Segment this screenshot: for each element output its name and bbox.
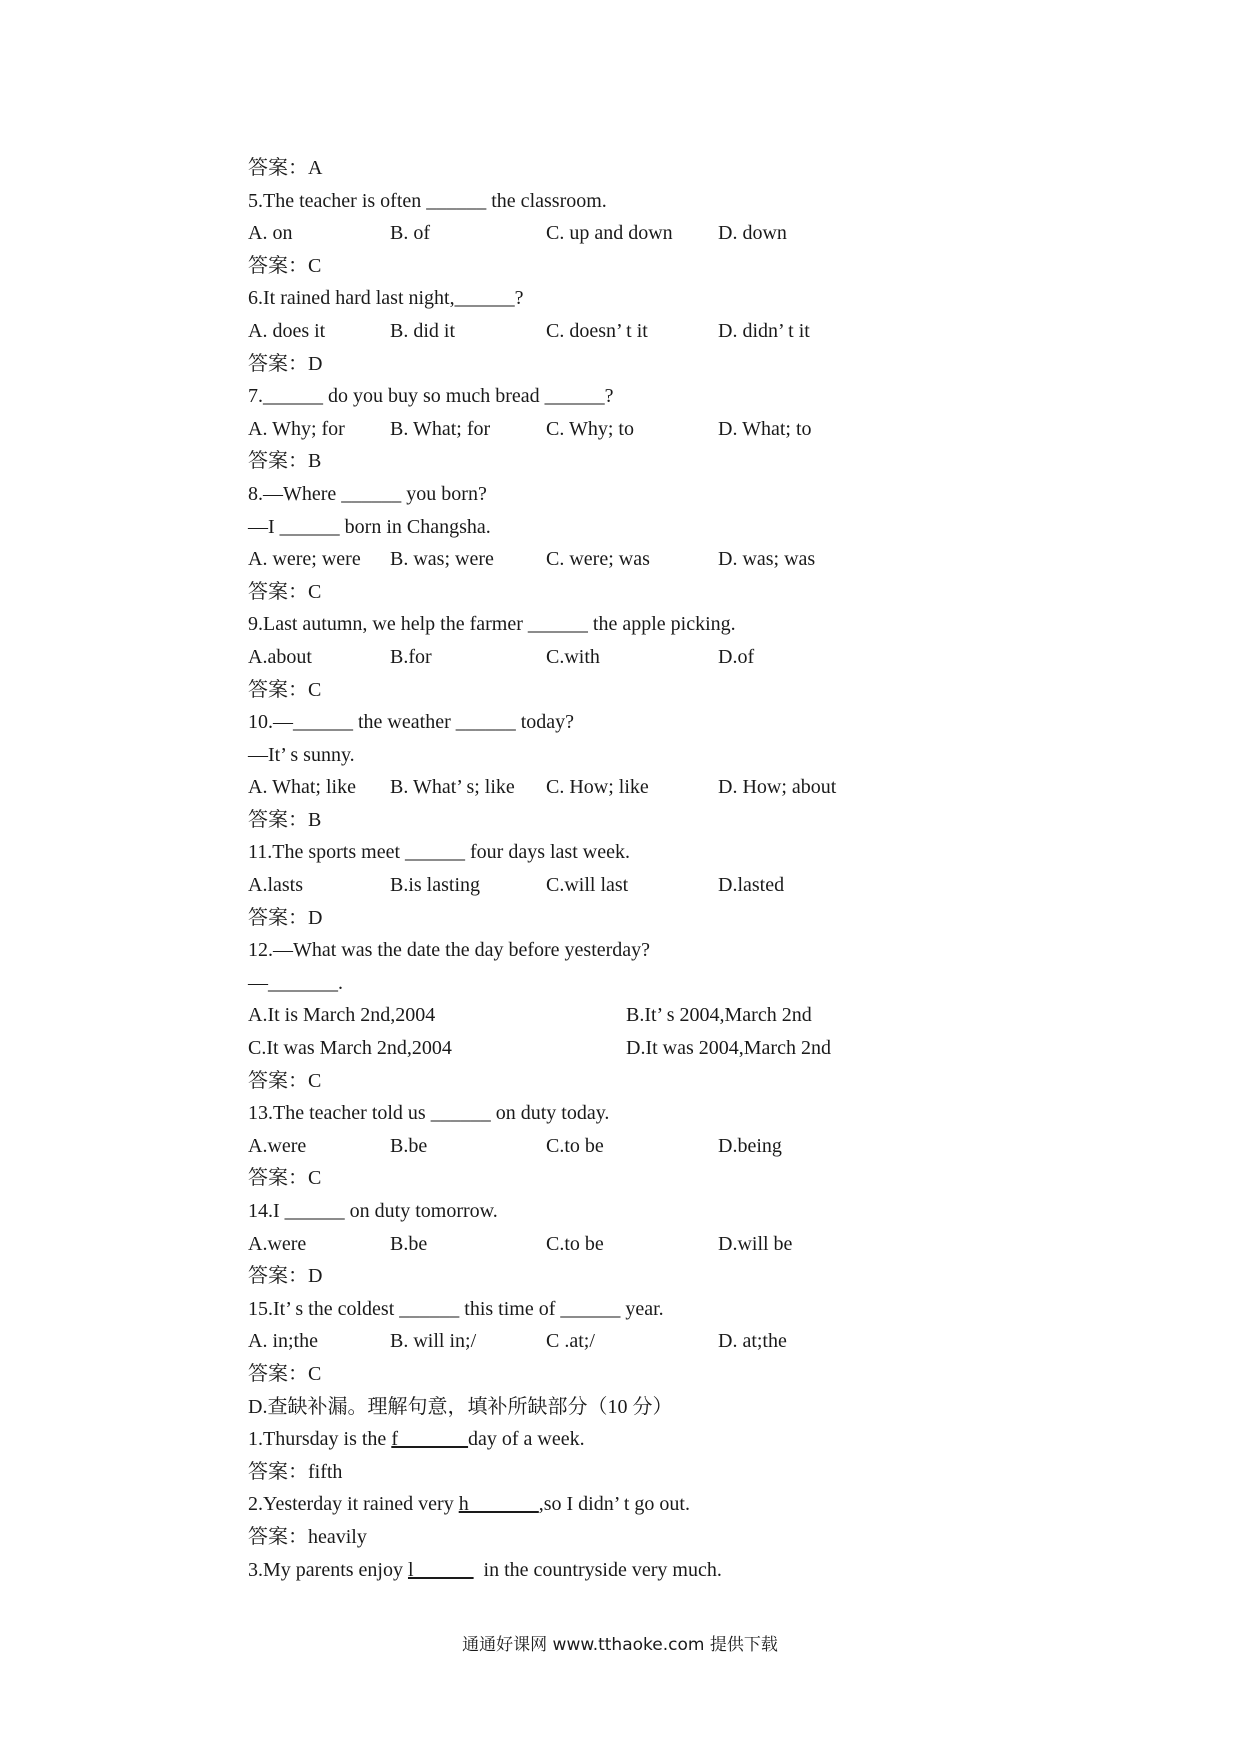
- answer-line: 答案：D: [248, 906, 323, 929]
- option-a: A. in;the: [248, 1330, 318, 1353]
- option-d: D. What; to: [718, 417, 812, 440]
- option-b: B.for: [390, 645, 432, 668]
- fill-blank-question: [248, 1554, 1008, 1587]
- option-b: B. did it: [390, 319, 456, 342]
- question-line: 8.—Where ______ you born?: [248, 482, 487, 505]
- options-row: [248, 217, 1008, 250]
- question-line: 13.The teacher told us ______ on duty today.: [248, 1102, 610, 1125]
- answer-line: 答案：B: [248, 450, 322, 473]
- option-d: D. was; was: [718, 548, 816, 571]
- option-b: B.be: [390, 1232, 428, 1255]
- options-row: [248, 413, 1008, 446]
- answer-line: 答案：B: [248, 808, 322, 831]
- option-a: A. Why; for: [248, 417, 345, 440]
- option-d: D.of: [718, 645, 755, 668]
- option-a: A.lasts: [248, 874, 303, 897]
- option-c: C .at;/: [546, 1330, 595, 1353]
- option-a: A.were: [248, 1134, 307, 1157]
- question-line: 14.I ______ on duty tomorrow.: [248, 1200, 498, 1222]
- question-text-after: ,so I didn’ t go out.: [538, 1493, 690, 1516]
- option-b: B.is lasting: [390, 874, 481, 897]
- question-text-after: day of a week.: [467, 1428, 585, 1451]
- option-a: A. does it: [248, 319, 326, 342]
- options-row: [248, 641, 1008, 674]
- question-line: 12.—What was the date the day before yesterday?: [248, 939, 651, 962]
- option-c: C. doesn’ t it: [546, 319, 648, 342]
- answer-line: 答案：C: [248, 1362, 322, 1385]
- question-line: 11.The sports meet ______ four days last week.: [248, 841, 630, 864]
- option-b: B. of: [390, 222, 430, 245]
- option-d: D. How; about: [718, 776, 837, 799]
- question-text-after: in the countryside very much.: [473, 1558, 722, 1581]
- question-line: 15.It’ s the coldest ______ this time of ______ year.: [248, 1297, 664, 1320]
- options-row: [248, 1228, 1008, 1261]
- option-b: B. What’ s; like: [390, 776, 515, 799]
- option-d: D.will be: [718, 1232, 793, 1255]
- option-a: A. on: [248, 222, 293, 245]
- option-c: C.will last: [546, 874, 629, 897]
- answer-line: 答案：heavily: [248, 1525, 367, 1548]
- option-a: A. were; were: [248, 548, 361, 571]
- blank-hint: l______: [407, 1558, 474, 1581]
- answer-line: 答案：A: [248, 157, 323, 179]
- answer-line: 答案：D: [248, 352, 323, 375]
- option-c: C.to be: [546, 1232, 604, 1255]
- options-row: [248, 999, 1008, 1032]
- fill-blank-question: [248, 1488, 1008, 1521]
- question-line: 9.Last autumn, we help the farmer ______ the apple picking.: [248, 613, 736, 636]
- option-a: A.It is March 2nd,2004: [248, 1004, 436, 1027]
- answer-line: 答案：C: [248, 580, 322, 603]
- option-b: B.It’ s 2004,March 2nd: [626, 1004, 812, 1027]
- question-line: 10.—______ the weather ______ today?: [248, 711, 575, 734]
- options-row: [248, 1130, 1008, 1163]
- answer-line: 答案：C: [248, 678, 322, 701]
- option-d: D. didn’ t it: [718, 319, 810, 342]
- option-b: D.It was 2004,March 2nd: [626, 1037, 831, 1060]
- question-line: 7.______ do you buy so much bread ______?: [248, 385, 614, 408]
- option-c: C. up and down: [546, 222, 673, 245]
- answer-line: 答案：fifth: [248, 1460, 343, 1483]
- answer-line: 答案：D: [248, 1265, 323, 1288]
- fill-blank-question: [248, 1423, 1008, 1456]
- options-row: [248, 869, 1008, 902]
- options-row: [248, 543, 1008, 576]
- options-row: [248, 1325, 1008, 1358]
- option-c: C.to be: [546, 1134, 604, 1157]
- option-d: D. down: [718, 222, 787, 245]
- option-c: C. How; like: [546, 776, 649, 799]
- answer-line: 答案：C: [248, 1069, 322, 1092]
- option-b: B. What; for: [390, 417, 491, 440]
- options-row: [248, 315, 1008, 348]
- question-line: 6.It rained hard last night,______?: [248, 287, 524, 310]
- option-d: D. at;the: [718, 1330, 787, 1353]
- blank-hint: f_______: [391, 1428, 468, 1451]
- option-b: B.be: [390, 1134, 428, 1157]
- question-text-before: 3.My parents enjoy: [248, 1558, 408, 1581]
- question-line: —I ______ born in Changsha.: [248, 515, 491, 538]
- option-c: C.with: [546, 645, 600, 668]
- page-footer: 通通好课网 www.tthaoke.com 提供下载: [462, 1635, 778, 1655]
- option-a: A.were: [248, 1232, 307, 1255]
- answer-line: 答案：C: [248, 1167, 322, 1190]
- option-c: C. Why; to: [546, 417, 634, 440]
- exercise-content: [248, 152, 1008, 1586]
- question-text-before: 2.Yesterday it rained very: [248, 1493, 459, 1516]
- question-line: —It’ s sunny.: [248, 743, 355, 766]
- options-row: [248, 771, 1008, 804]
- option-b: B. was; were: [390, 548, 494, 571]
- section-heading: D.查缺补漏。理解句意，填补所缺部分（10 分）: [248, 1395, 673, 1418]
- question-line: 5.The teacher is often ______ the classroom.: [248, 189, 607, 212]
- options-row: [248, 1032, 1008, 1065]
- option-d: D.lasted: [718, 874, 785, 897]
- answer-line: 答案：C: [248, 254, 322, 277]
- option-c: C. were; was: [546, 548, 650, 571]
- option-a: A. What; like: [248, 776, 356, 799]
- option-a: A.about: [248, 645, 312, 668]
- question-line: —_______.: [248, 971, 343, 994]
- option-d: D.being: [718, 1134, 782, 1157]
- blank-hint: h_______: [458, 1493, 539, 1516]
- option-b: B. will in;/: [390, 1330, 477, 1353]
- question-text-before: 1.Thursday is the: [248, 1428, 392, 1451]
- option-a: C.It was March 2nd,2004: [248, 1037, 452, 1060]
